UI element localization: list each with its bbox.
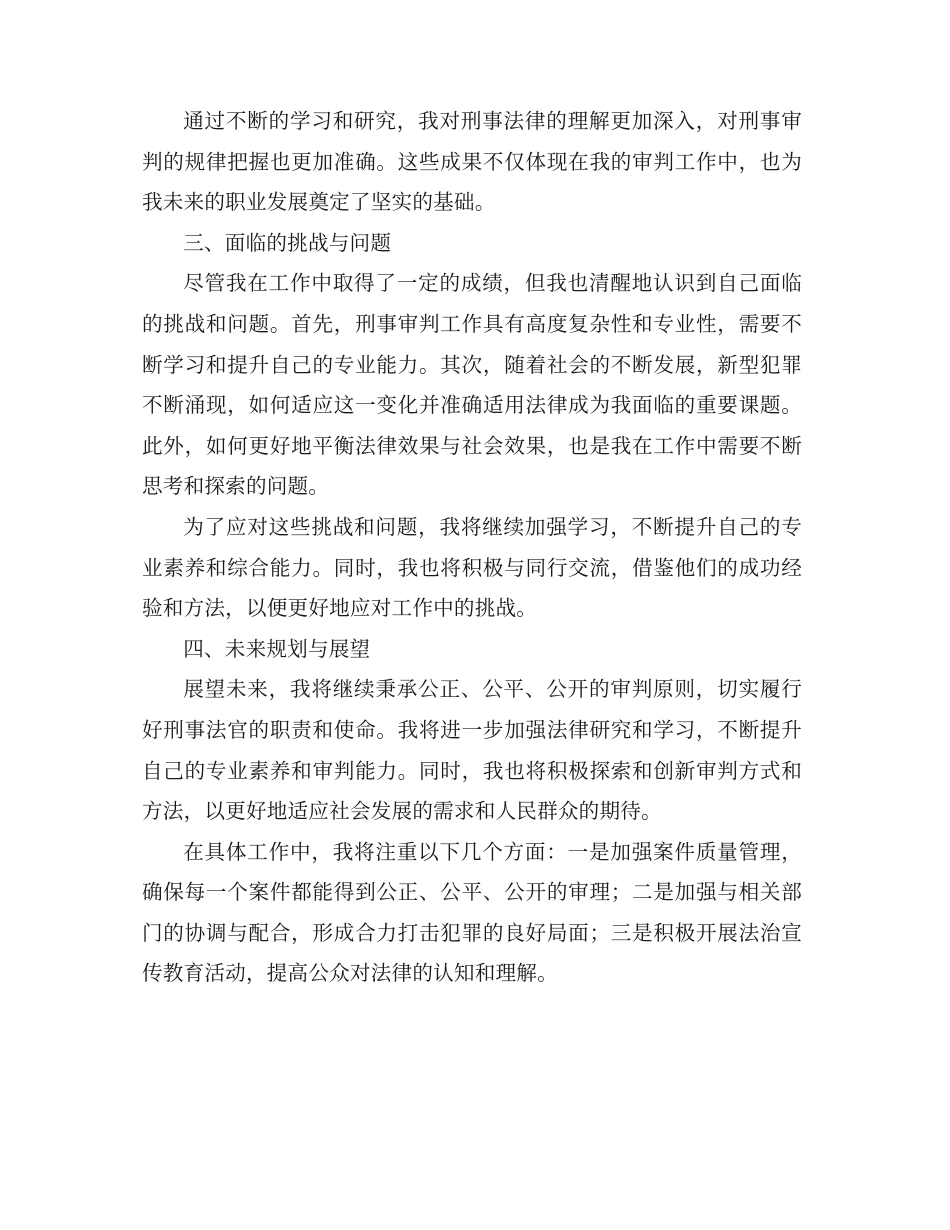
- section-heading-challenges: 三、面临的挑战与问题: [183, 230, 392, 255]
- paragraph-response: 为了应对这些挑战和问题，我将继续加强学习，不断提升自己的专业素养和综合能力。同时，我也将积极与同行交流，借鉴他们的成功经验和方法，以便更好地应对工作中的挑战。: [142, 514, 802, 621]
- section-heading-future: 四、未来规划与展望: [183, 636, 371, 661]
- paragraph-specific-work: 在具体工作中，我将注重以下几个方面：一是加强案件质量管理，确保每一个案件都能得到公正、公平、公开的审理；二是加强与相关部门的协调与配合，形成合力打击犯罪的良好局面；三是积极开展法治宣传教育活动，提高公众对法律的认知和理解。: [142, 839, 802, 986]
- document-body: [142, 101, 802, 994]
- paragraph-outlook: 展望未来，我将继续秉承公正、公平、公开的审判原则，切实履行好刑事法官的职责和使命。我将进一步加强法律研究和学习，不断提升自己的专业素养和审判能力。同时，我也将积极探索和创新审判方式和方法，以更好地适应社会发展的需求和人民群众的期待。: [142, 677, 802, 824]
- paragraph-achievements: 通过不断的学习和研究，我对刑事法律的理解更加深入，对刑事审判的规律把握也更加准确。这些成果不仅体现在我的审判工作中，也为我未来的职业发展奠定了坚实的基础。: [142, 109, 802, 215]
- paragraph-challenges: 尽管我在工作中取得了一定的成绩，但我也清醒地认识到自己面临的挑战和问题。首先，刑事审判工作具有高度复杂性和专业性，需要不断学习和提升自己的专业能力。其次，随着社会的不断发展，新型犯罪不断涌现，如何适应这一变化并准确适用法律成为我面临的重要课题。此外，如何更好地平衡法律效果与社会效果，也是我在工作中需要不断思考和探索的问题。: [142, 271, 802, 499]
